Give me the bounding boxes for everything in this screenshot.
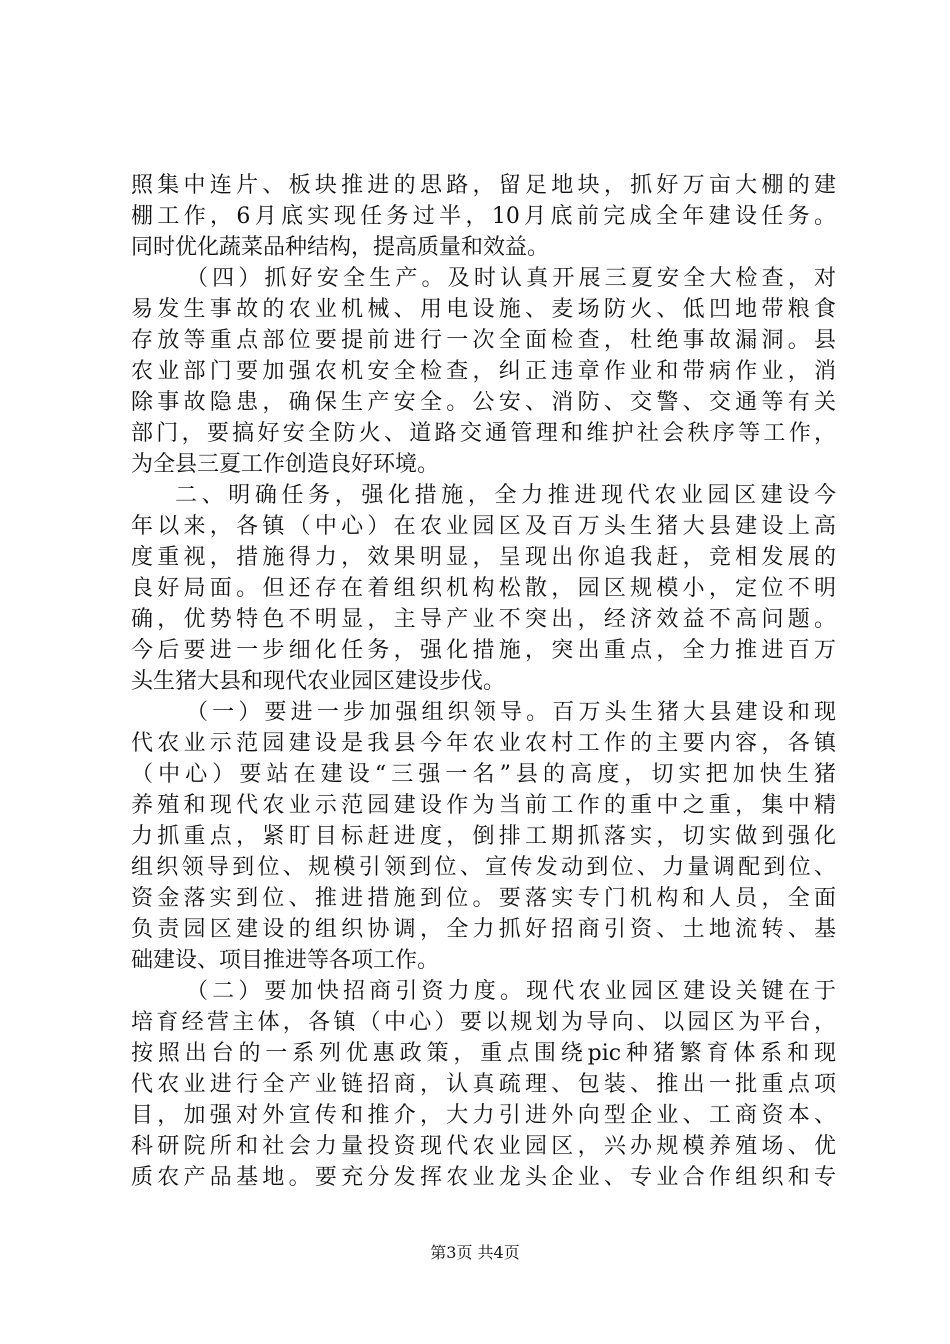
text-line: 农业部门要加强农机安全检查，纠正违章作业和带病作业，消 bbox=[131, 359, 836, 384]
text-line: 照集中连片、板块推进的思路，留足地块，抓好万亩大棚的建 bbox=[131, 173, 836, 198]
text-line: 组织领导到位、规模引领到位、宣传发动到位、力量调配到位、 bbox=[131, 855, 836, 880]
text-line: 负责园区建设的组织协调，全力抓好招商引资、土地流转、基 bbox=[131, 917, 836, 942]
text-line: 确，优势特色不明显，主导产业不突出，经济效益不高问题。 bbox=[131, 607, 836, 632]
text-line: （二）要加快招商引资力度。现代农业园区建设关键在于 bbox=[186, 979, 836, 1004]
text-line: 年以来，各镇（中心）在农业园区及百万头生猪大县建设上高 bbox=[131, 514, 836, 539]
document-body bbox=[131, 170, 836, 1193]
text-line: 二、明确任务，强化措施，全力推进现代农业园区建设今 bbox=[175, 483, 836, 508]
text-line: 力抓重点，紧盯目标赶进度，倒排工期抓落实，切实做到强化 bbox=[131, 824, 836, 849]
text-line: 质农产品基地。要充分发挥农业龙头企业、专业合作组织和专 bbox=[131, 1165, 836, 1190]
text-line: 代农业进行全产业链招商，认真疏理、包装、推出一批重点项 bbox=[131, 1072, 836, 1097]
text-line: 头生猪大县和现代农业园区建设步伐。 bbox=[131, 669, 506, 694]
text-line: 培育经营主体，各镇（中心）要以规划为导向、以园区为平台， bbox=[131, 1010, 836, 1035]
text-line: 础建设、项目推进等各项工作。 bbox=[131, 948, 440, 973]
text-line: 科研院所和社会力量投资现代农业园区，兴办规模养殖场、优 bbox=[131, 1134, 836, 1159]
text-line: 目，加强对外宣传和推介，大力引进外向型企业、工商资本、 bbox=[131, 1103, 836, 1128]
text-line: 棚工作，6月底实现任务过半，10月底前完成全年建设任务。 bbox=[131, 204, 836, 229]
text-line: 良好局面。但还存在着组织机构松散，园区规模小，定位不明 bbox=[131, 576, 836, 601]
text-line: 部门，要搞好安全防火、道路交通管理和维护社会秩序等工作， bbox=[131, 421, 836, 446]
text-line: 按照出台的一系列优惠政策，重点围绕pic种猪繁育体系和现 bbox=[131, 1041, 836, 1066]
page-footer: 第3页 共4页 bbox=[430, 1243, 520, 1262]
text-line: 今后要进一步细化任务，强化措施，突出重点，全力推进百万 bbox=[131, 638, 836, 663]
text-line: （四）抓好安全生产。及时认真开展三夏安全大检查，对 bbox=[186, 266, 836, 291]
text-line: 为全县三夏工作创造良好环境。 bbox=[131, 452, 440, 477]
text-line: 代农业示范园建设是我县今年农业农村工作的主要内容，各镇 bbox=[131, 731, 836, 756]
text-line: 度重视，措施得力，效果明显，呈现出你追我赶，竞相发展的 bbox=[131, 545, 836, 570]
text-line: 除事故隐患，确保生产安全。公安、消防、交警、交通等有关 bbox=[131, 390, 836, 415]
text-line: （一）要进一步加强组织领导。百万头生猪大县建设和现 bbox=[186, 700, 836, 725]
text-line: 存放等重点部位要提前进行一次全面检查，杜绝事故漏洞。县 bbox=[131, 328, 836, 353]
text-line: 养殖和现代农业示范园建设作为当前工作的重中之重，集中精 bbox=[131, 793, 836, 818]
text-line: 同时优化蔬菜品种结构，提高质量和效益。 bbox=[131, 235, 550, 260]
text-line: 易发生事故的农业机械、用电设施、麦场防火、低凹地带粮食 bbox=[131, 297, 836, 322]
text-line: 资金落实到位、推进措施到位。要落实专门机构和人员，全面 bbox=[131, 886, 836, 911]
text-line: （中心）要站在建设“三强一名”县的高度，切实把加快生猪 bbox=[131, 762, 836, 787]
